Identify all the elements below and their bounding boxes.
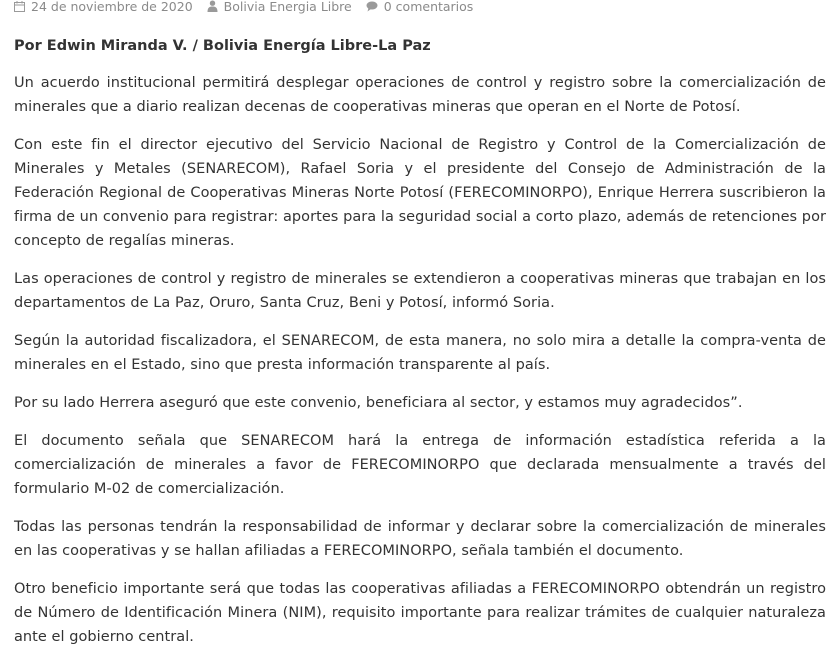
article-paragraph: Las operaciones de control y registro de minerales se extendieron a cooperativas mineras que trabajan en los departamentos de La Paz, Oruro, Santa Cruz, Beni y Potosí, informó Soria.: [14, 271, 826, 311]
user-icon: [207, 0, 218, 12]
post-comments-text: 0 comentarios: [383, 0, 474, 14]
article-paragraph: Otro beneficio importante será que todas las cooperativas afiliadas a FERECOMINORPO obtendrán un registro de Número de Identificación Minera (NIM), requisito importante para realizar trámites de cualquier naturaleza ante el gobierno central.: [14, 581, 826, 645]
article-paragraph: El documento señala que SENARECOM hará la entrega de información estadística referida a la comercialización de minerales a favor de FERECOMINORPO que declarada mensualmente a través del formulario M-02 de comercialización.: [14, 433, 826, 497]
article-paragraph: Con este fin el director ejecutivo del Servicio Nacional de Registro y Control de la Comercialización de Minerales y Metales (SENARECOM), Rafael Soria y el presidente del Consejo de Administración de la Federación Regional de Cooperativas Mineras Norte Potosí (FERECOMINORPO), Enrique Herrera suscribieron la firma de un convenio para registrar: aportes para la seguridad social a corto plazo, además de retenciones por concepto de regalías mineras.: [14, 137, 826, 249]
calendar-icon: [14, 1, 25, 12]
post-author[interactable]: [207, 0, 352, 14]
post-meta: [14, 0, 826, 19]
article-paragraph: Todas las personas tendrán la responsabilidad de informar y declarar sobre la comercialización de minerales en las cooperativas y se hallan afiliadas a FERECOMINORPO, señala también el documento.: [14, 519, 826, 559]
article-paragraph: Un acuerdo institucional permitirá desplegar operaciones de control y registro sobre la comercialización de minerales que a diario realizan decenas de cooperativas mineras que operan en el Norte de Potosí.: [14, 75, 826, 115]
post-comments[interactable]: [366, 0, 474, 14]
post-date[interactable]: [14, 0, 193, 14]
article-byline: Por Edwin Miranda V. / Bolivia Energía Libre-La Paz: [14, 38, 431, 54]
article-paragraph: Según la autoridad fiscalizadora, el SENARECOM, de esta manera, no solo mira a detalle la compra-venta de minerales en el Estado, sino que presta información transparente al país.: [14, 333, 826, 373]
comment-icon: [366, 1, 378, 12]
article-paragraph: Por su lado Herrera aseguró que este convenio, beneficiara al sector, y estamos muy agradecidos”.: [14, 395, 743, 411]
article: [14, 0, 826, 663]
post-date-text: 24 de noviembre de 2020: [31, 0, 193, 14]
post-author-text: Bolivia Energia Libre: [223, 0, 352, 14]
